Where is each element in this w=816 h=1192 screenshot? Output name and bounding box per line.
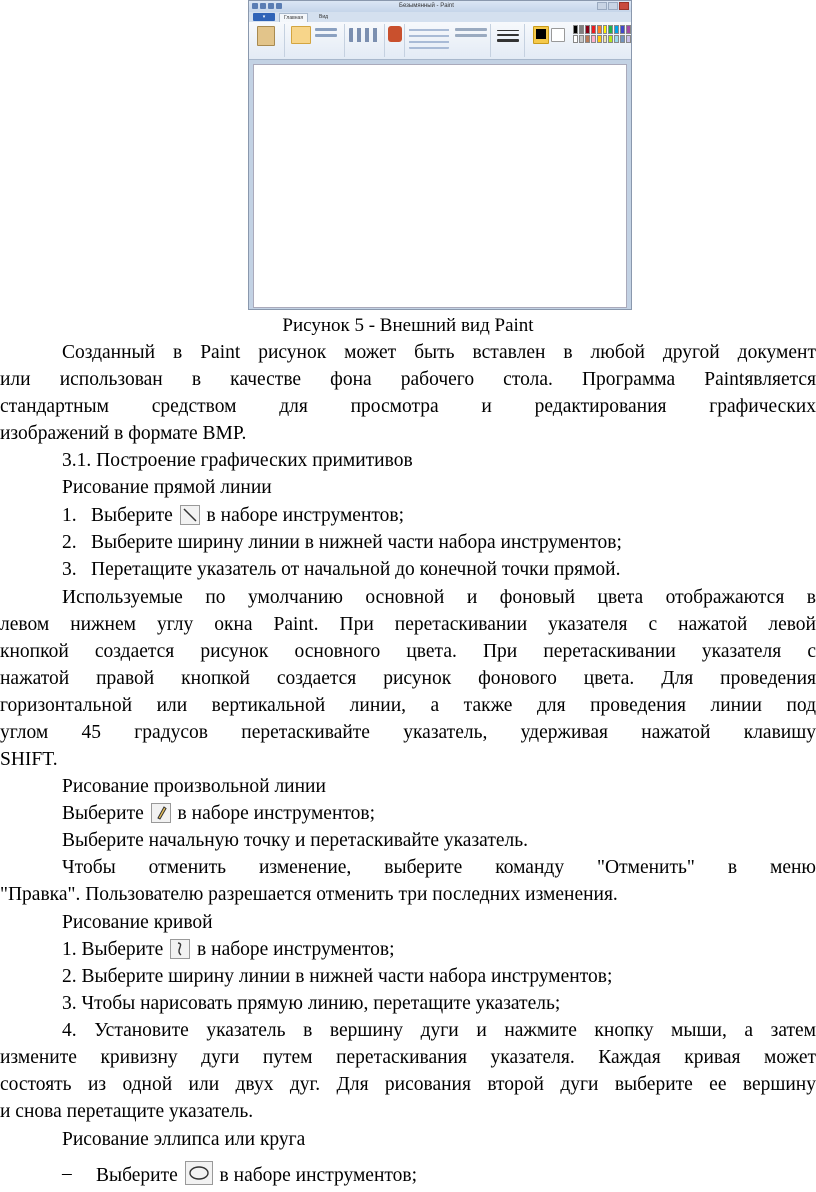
palette-swatch [591, 35, 596, 44]
palette-swatch [597, 25, 602, 34]
palette-swatch [591, 25, 596, 34]
list-item-text: в наборе инструментов; [197, 939, 395, 960]
color-1-swatch [533, 26, 549, 44]
line-tool-icon [180, 505, 200, 525]
palette-swatch [620, 35, 625, 44]
palette-swatch [608, 25, 613, 34]
brushes-group [385, 24, 405, 57]
palette-swatch [603, 35, 608, 44]
paragraph-line: или использован в качестве фона рабочего стола. Программа Paintявляется [0, 369, 816, 390]
list-item: 3. Чтобы нарисовать прямую линию, перетащите указатель; [62, 993, 561, 1014]
list-item-text: Выберите [62, 803, 144, 824]
paint-window-title: Безымянный - Paint [399, 3, 454, 9]
window-buttons [597, 2, 629, 10]
list-item-text: в наборе инструментов; [219, 1165, 418, 1186]
list-item: 2. Выберите ширину линии в нижней части набора инструментов; [62, 966, 613, 987]
palette-swatch [585, 35, 590, 44]
paragraph-line: SHIFT. [0, 749, 58, 770]
paragraph-line: Чтобы отменить изменение, выберите команду "Отменить" в меню [62, 857, 816, 878]
pencil-tool-icon [151, 803, 171, 823]
palette-swatch [585, 25, 590, 34]
tab-home: Главная [279, 13, 308, 22]
subsection-heading: Рисование кривой [62, 912, 213, 933]
subsection-heading: Рисование эллипса или круга [62, 1129, 306, 1150]
palette-swatch [573, 25, 578, 34]
subsection-heading: Рисование произвольной линии [62, 776, 326, 797]
subsection-heading: Рисование прямой линии [62, 477, 272, 498]
list-number: 1. [62, 505, 77, 526]
paragraph-line: углом 45 градусов перетаскивайте указатель, удерживая нажатой клавишу [0, 722, 816, 743]
list-item [62, 937, 395, 963]
list-item-text: в наборе инструментов; [206, 505, 405, 526]
paragraph-line: кнопкой создается рисунок основного цвета. При перетаскивании указателя с [0, 641, 816, 662]
paragraph-line: состоять из одной или двух дуг. Для рисования второй дуги выберите ее вершину [0, 1074, 816, 1095]
paragraph-line: левом нижнем углу окна Paint. При перетаскивании указателя с нажатой левой [0, 614, 816, 635]
size-group [491, 24, 525, 57]
paint-title-bar [249, 1, 631, 12]
paragraph-line: и снова перетащите указатель. [0, 1101, 254, 1122]
palette-swatch [573, 35, 578, 44]
section-heading: 3.1. Построение графических примитивов [62, 450, 413, 471]
list-item-text: в наборе инструментов; [177, 803, 376, 824]
paragraph-line: стандартным средством для просмотра и редактирования графических [0, 396, 816, 417]
paragraph-line: нажатой правой кнопкой создается рисунок фонового цвета. Для проведения [0, 668, 816, 689]
palette-swatch [626, 25, 631, 34]
paint-screenshot [248, 0, 632, 310]
clipboard-group [251, 24, 285, 57]
list-item: Выберите ширину линии в нижней части набора инструментов; [91, 532, 622, 553]
palette-swatch [614, 25, 619, 34]
paragraph-line: изображений в формате BMP. [0, 423, 247, 444]
quick-access-toolbar [252, 3, 282, 9]
paint-ribbon [249, 22, 631, 60]
list-number: 2. [62, 532, 77, 553]
drawing-canvas [253, 64, 627, 308]
palette-swatch [603, 25, 608, 34]
color-selectors [525, 24, 571, 57]
palette-swatch [579, 25, 584, 34]
paragraph-line: измените кривизну дуги путем перетаскивания указателя. Каждая кривая может [0, 1047, 816, 1068]
list-item [96, 1161, 417, 1189]
tab-view: Вид [319, 14, 329, 20]
color-palette [573, 25, 631, 43]
list-item-text: Выберите [96, 1165, 178, 1186]
palette-swatch [597, 35, 602, 44]
list-item [91, 503, 404, 529]
palette-swatch [579, 35, 584, 44]
paragraph-line: "Правка". Пользователю разрешается отменить три последних изменения. [0, 884, 618, 905]
list-item: Выберите начальную точку и перетаскивайте указатель. [62, 830, 528, 851]
paragraph-line: Созданный в Paint рисунок может быть вставлен в любой другой документ [62, 342, 816, 363]
curve-tool-icon [170, 939, 190, 959]
paragraph-line: горизонтальной или вертикальной линии, а также для проведения линии под [0, 695, 816, 716]
color-2-swatch [551, 28, 565, 42]
list-number: 3. [62, 559, 77, 580]
paragraph-line: Используемые по умолчанию основной и фоновый цвета отображаются в [62, 587, 816, 608]
paragraph-line: 4. Установите указатель в вершину дуги и нажмите кнопку мыши, а затем [62, 1020, 816, 1041]
canvas-area [249, 60, 631, 310]
list-item: Перетащите указатель от начальной до конечной точки прямой. [91, 559, 621, 580]
paint-menu-button: ▾ [253, 13, 275, 21]
tools-group [345, 24, 385, 57]
palette-swatch [626, 35, 631, 44]
ellipse-tool-icon [185, 1161, 213, 1185]
list-item [62, 801, 375, 827]
ribbon-tabs [249, 12, 631, 22]
image-group [285, 24, 345, 57]
list-item-text: 1. Выберите [62, 939, 164, 960]
shapes-group [405, 24, 491, 57]
palette-swatch [614, 35, 619, 44]
palette-swatch [608, 35, 613, 44]
palette-swatch [620, 25, 625, 34]
figure-caption: Рисунок 5 - Внешний вид Paint [282, 315, 534, 336]
list-bullet: – [62, 1163, 72, 1184]
list-item-text: Выберите [91, 505, 173, 526]
